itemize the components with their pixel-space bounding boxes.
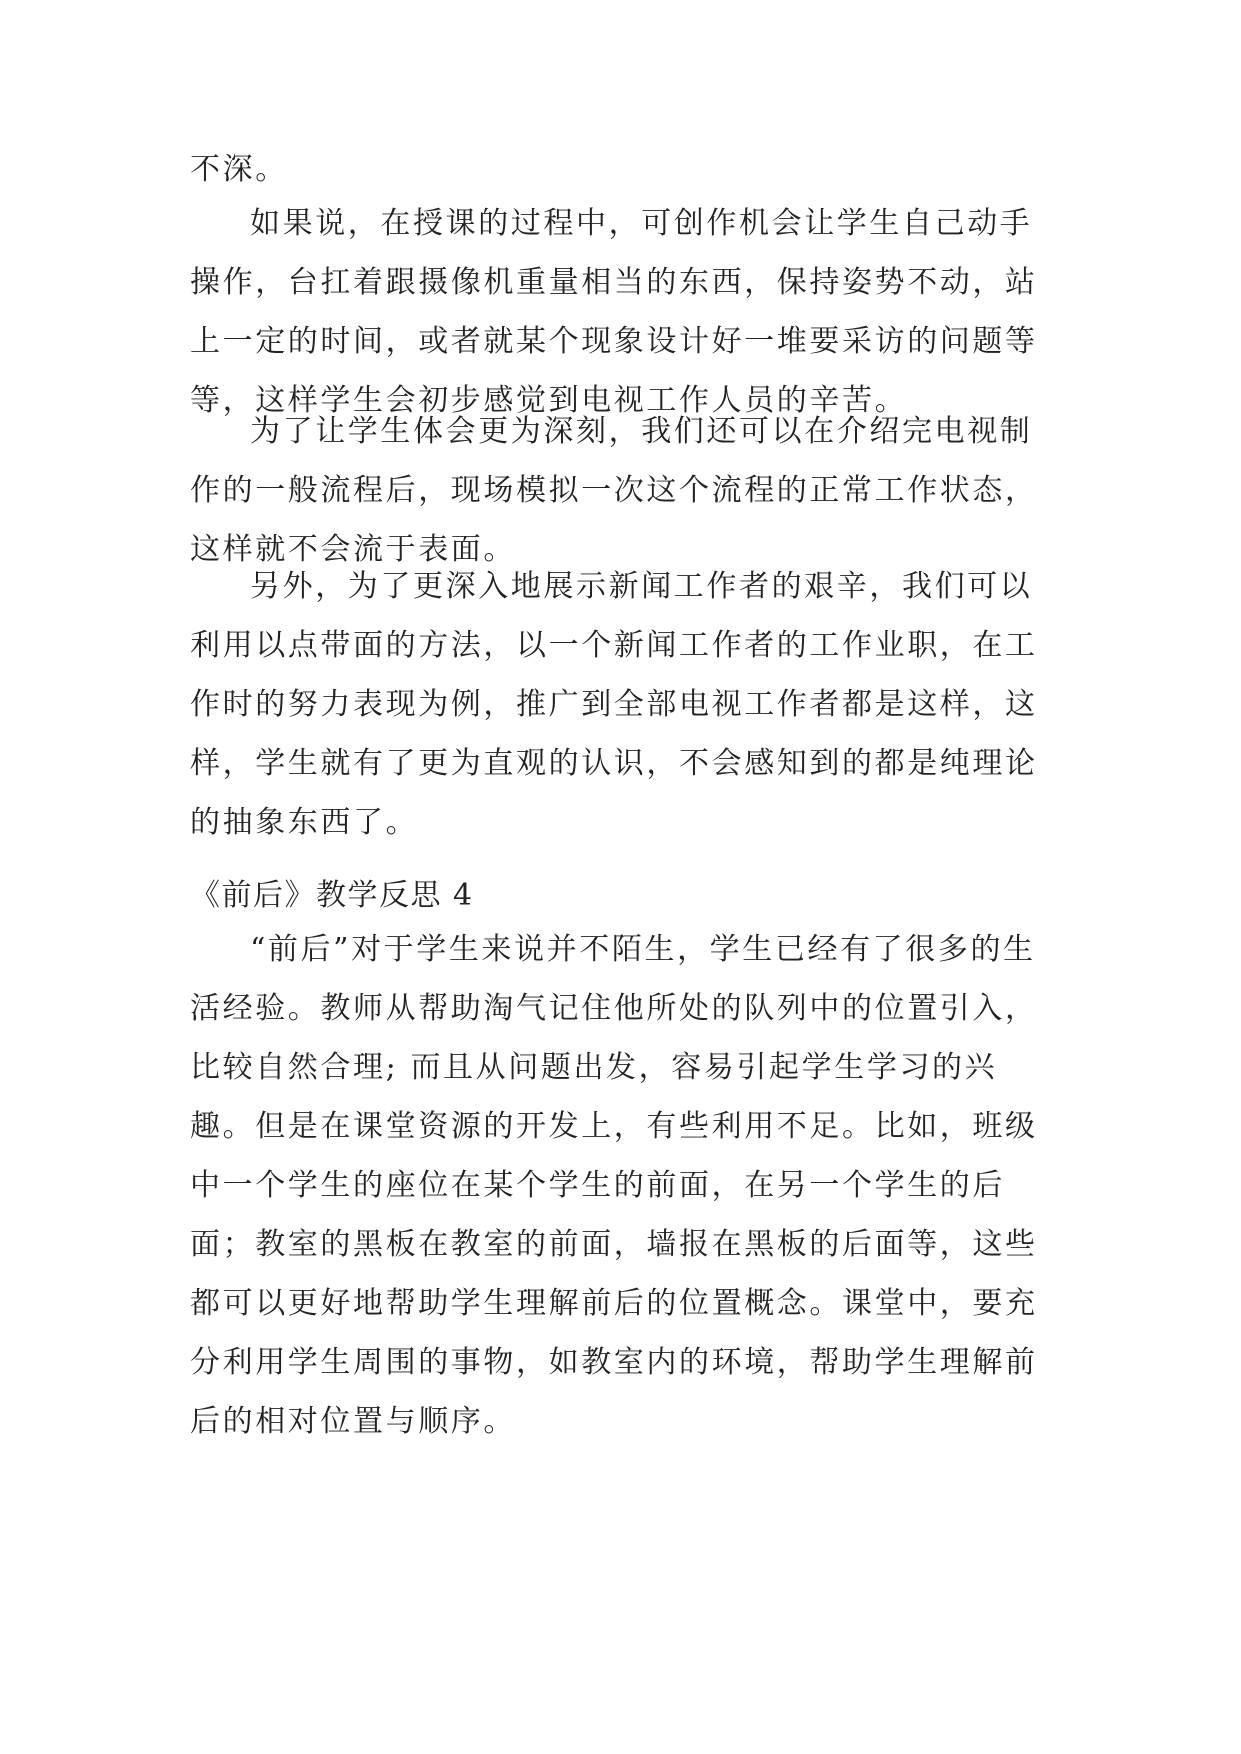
paragraph-hands-on-operation: 如果说，在授课的过程中，可创作机会让学生自己动手操作，台扛着跟摄像机重量相当的东西，保持姿势不动，站上一定的时间，或者就某个现象设计好一堆要采访的问题等等，这样学生会初步感觉到电视工作人员的辛苦。: [190, 206, 1038, 418]
paragraph-journalist-example: 另外，为了更深入地展示新闻工作者的艰辛，我们可以利用以点带面的方法，以一个新闻工作者的工作业职，在工作时的努力表现为例，推广到全部电视工作者都是这样，这样，学生就有了更为直观的认识，不会感知到的都是纯理论的抽象东西了。: [190, 569, 1038, 840]
paragraph-continuation: 不深。: [190, 152, 288, 187]
paragraph-front-back-reflection: “前后”对于学生来说并不陌生，学生已经有了很多的生活经验。教师从帮助淘气记住他所处的队列中的位置引入，比较自然合理; 而且从问题出发，容易引起学生学习的兴趣。但是在课堂资源的开发上，有些利用不足。比如，班级中一个学生的座位在某个学生的前面，在另一个学生的后面；教室的黑板在教室的前面，墙报在黑板的后面等，这些都可以更好地帮助学生理解前后的位置概念。课堂中，要充分利用学生周围的事物，如教室内的环境，帮助学生理解前后的相对位置与顺序。: [190, 932, 1038, 1439]
section-heading: 《前后》教学反思 4: [190, 878, 474, 913]
paragraph-simulate-workflow: 为了让学生体会更为深刻，我们还可以在介绍完电视制作的一般流程后，现场模拟一次这个流程的正常工作状态，这样就不会流于表面。: [190, 414, 1038, 567]
